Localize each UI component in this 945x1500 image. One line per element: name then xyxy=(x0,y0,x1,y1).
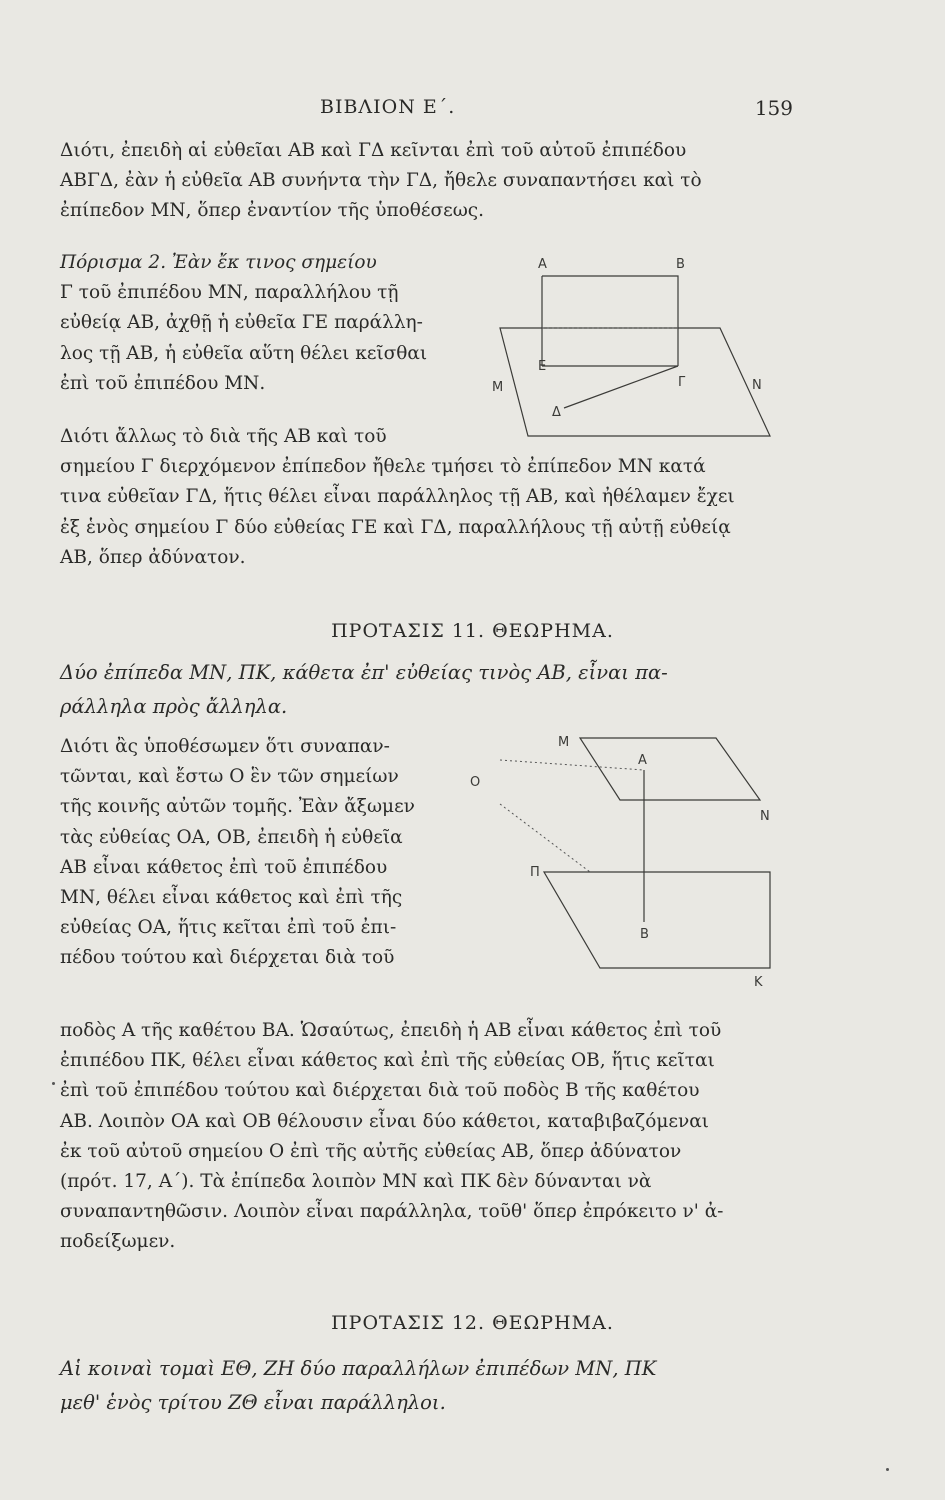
text-line: ποδείξωμεν. xyxy=(60,1231,176,1253)
text-line: ΑΒ εἶναι κάθετος ἐπὶ τοῦ ἐπιπέδου xyxy=(60,856,388,878)
label-M: Μ xyxy=(492,380,504,395)
text-line: τὰς εὐθείας ΟΑ, ΟΒ, ἐπειδὴ ἡ εὐθεῖα xyxy=(60,826,403,848)
text-line: εὐθείᾳ ΑΒ, ἀχθῇ ἡ εὐθεῖα ΓΕ παράλλη- xyxy=(60,312,423,334)
paper-speck xyxy=(52,1082,55,1085)
label-B: Β xyxy=(640,927,649,942)
heading-proposition-12: ΠΡΟΤΑΣΙΣ 12. ΘΕΩΡΗΜΑ. xyxy=(331,1312,614,1334)
label-P: Π xyxy=(530,865,540,880)
running-header xyxy=(0,96,945,126)
label-K: Κ xyxy=(754,975,763,990)
theorem-statement-12 xyxy=(60,1352,780,1420)
line-OA xyxy=(500,760,644,770)
label-N: Ν xyxy=(752,378,762,393)
text-line: ἐπιπέδου ΠΚ, θέλει εἶναι κάθετος καὶ ἐπὶ τῆς εὐθείας ΟΒ, ἥτις κεῖται xyxy=(60,1050,715,1072)
text-line: Γ τοῦ ἐπιπέδου ΜΝ, παραλλήλου τῇ xyxy=(60,282,399,304)
theorem-statement-11 xyxy=(60,656,780,724)
text-line: ΑΒ. Λοιπὸν ΟΑ καὶ ΟΒ θέλουσιν εἶναι δύο κάθετοι, καταβιβαζόμεναι xyxy=(60,1110,709,1132)
figure-parallel-svg xyxy=(460,724,780,1002)
text-line: Διότι, ἐπειδὴ αἱ εὐθεῖαι ΑΒ καὶ ΓΔ κεῖνται ἐπὶ τοῦ αὐτοῦ ἐπιπέδου xyxy=(60,140,687,161)
page-number: 159 xyxy=(754,96,793,120)
line-AB xyxy=(542,276,678,366)
label-G: Γ xyxy=(678,375,686,390)
text-line: συναπαντηθῶσιν. Λοιπὸν εἶναι παράλληλα, τοῦθ' ὅπερ ἐπρόκειτο ν' ἀ- xyxy=(60,1201,724,1223)
text-line: ἐπὶ τοῦ ἐπιπέδου τούτου καὶ διέρχεται διὰ τοῦ ποδὸς Β τῆς καθέτου xyxy=(60,1080,700,1102)
figure-parallel-planes xyxy=(460,724,780,1002)
paragraph-corollary-2 xyxy=(60,248,480,399)
text-line: ΑΒ, ὅπερ ἀδύνατον. xyxy=(60,546,246,568)
plane-MN xyxy=(580,738,760,800)
paragraph-proof-11 xyxy=(60,732,460,974)
text-line: ράλληλα πρὸς ἄλληλα. xyxy=(60,695,288,718)
label-A: Α xyxy=(538,257,547,272)
text-line: λος τῇ ΑΒ, ἡ εὐθεῖα αὕτη θέλει κεῖσθαι xyxy=(60,342,428,364)
label-N: Ν xyxy=(760,809,770,824)
label-E: Ε xyxy=(538,359,547,374)
text-line: ΜΝ, θέλει εἶναι κάθετος καὶ ἐπὶ τῆς xyxy=(60,887,403,909)
text-line: ἐπίπεδον ΜΝ, ὅπερ ἐναντίον τῆς ὑποθέσεως. xyxy=(60,200,485,222)
text-line: ποδὸς Α τῆς καθέτου ΒΑ. Ὡσαύτως, ἐπειδὴ ἡ ΑΒ εἶναι κάθετος ἐπὶ τοῦ xyxy=(60,1020,722,1041)
label-O: Ο xyxy=(470,775,481,790)
text-line: Διότι ἂς ὑποθέσωμεν ὅτι συναπαν- xyxy=(60,736,390,757)
line-GD xyxy=(564,366,678,408)
plane-PK xyxy=(544,872,770,968)
text-line: τῆς κοινῆς αὐτῶν τομῆς. Ἐὰν ἄξωμεν xyxy=(60,796,415,818)
text-line: Διότι ἄλλως τὸ διὰ τῆς ΑΒ καὶ τοῦ xyxy=(60,426,387,447)
text-line: τῶνται, καὶ ἔστω Ο ἓν τῶν σημείων xyxy=(60,766,399,788)
text-line: Δύο ἐπίπεδα ΜΝ, ΠΚ, κάθετα ἐπ' εὐθείας τινὸς ΑΒ, εἶναι πα- xyxy=(60,661,668,684)
text-line: ΑΒΓΔ, ἐὰν ἡ εὐθεῖα ΑΒ συνήντα τὴν ΓΔ, ἤθελε συναπαντήσει καὶ τὸ xyxy=(60,170,702,192)
heading-proposition-11: ΠΡΟΤΑΣΙΣ 11. ΘΕΩΡΗΜΑ. xyxy=(331,620,614,642)
text-line: ἐπὶ τοῦ ἐπιπέδου ΜΝ. xyxy=(60,372,266,394)
text-line: ἐκ τοῦ αὐτοῦ σημείου Ο ἐπὶ τῆς αὐτῆς εὐθείας ΑΒ, ὅπερ ἀδύνατον xyxy=(60,1140,682,1162)
label-M: Μ xyxy=(558,735,570,750)
text-line: σημείου Γ διερχόμενον ἐπίπεδον ἤθελε τμήσει τὸ ἐπίπεδον ΜΝ κατά xyxy=(60,456,706,478)
text-line: Αἱ κοιναὶ τομαὶ ΕΘ, ΖΗ δύο παραλλήλων ἐπιπέδων ΜΝ, ΠΚ xyxy=(60,1357,657,1380)
label-D: Δ xyxy=(552,405,561,420)
paper-speck xyxy=(886,1468,889,1471)
paragraph-proof-corollary xyxy=(60,422,780,573)
text-line: Πόρισμα 2. Ἐὰν ἔκ τινος σημείου xyxy=(60,252,377,273)
text-line: τινα εὐθεῖαν ΓΔ, ἥτις θέλει εἶναι παράλληλος τῇ ΑΒ, καὶ ἠθέλαμεν ἔχει xyxy=(60,486,735,508)
text-line: πέδου τούτου καὶ διέρχεται διὰ τοῦ xyxy=(60,947,395,969)
label-B: Β xyxy=(676,257,685,272)
text-line: εὐθείας ΟΑ, ἥτις κεῖται ἐπὶ τοῦ ἐπι- xyxy=(60,917,397,939)
label-A: Α xyxy=(638,753,647,768)
running-title: ΒΙΒΛΙΟΝ Ε΄. xyxy=(320,96,456,118)
paragraph-proof-continued xyxy=(60,136,780,227)
line-OB-upper xyxy=(500,804,590,872)
text-line: (πρότ. 17, Α΄). Τὰ ἐπίπεδα λοιπὸν ΜΝ καὶ ΠΚ δὲν δύνανται νὰ xyxy=(60,1171,652,1193)
text-line: μεθ' ἑνὸς τρίτου ΖΘ εἶναι παράλληλοι. xyxy=(60,1391,446,1414)
paragraph-proof-11-continued xyxy=(60,1016,780,1258)
text-line: ἐξ ἑνὸς σημείου Γ δύο εὐθείας ΓΕ καὶ ΓΔ, παραλλήλους τῇ αὐτῇ εὐθείᾳ xyxy=(60,516,731,538)
